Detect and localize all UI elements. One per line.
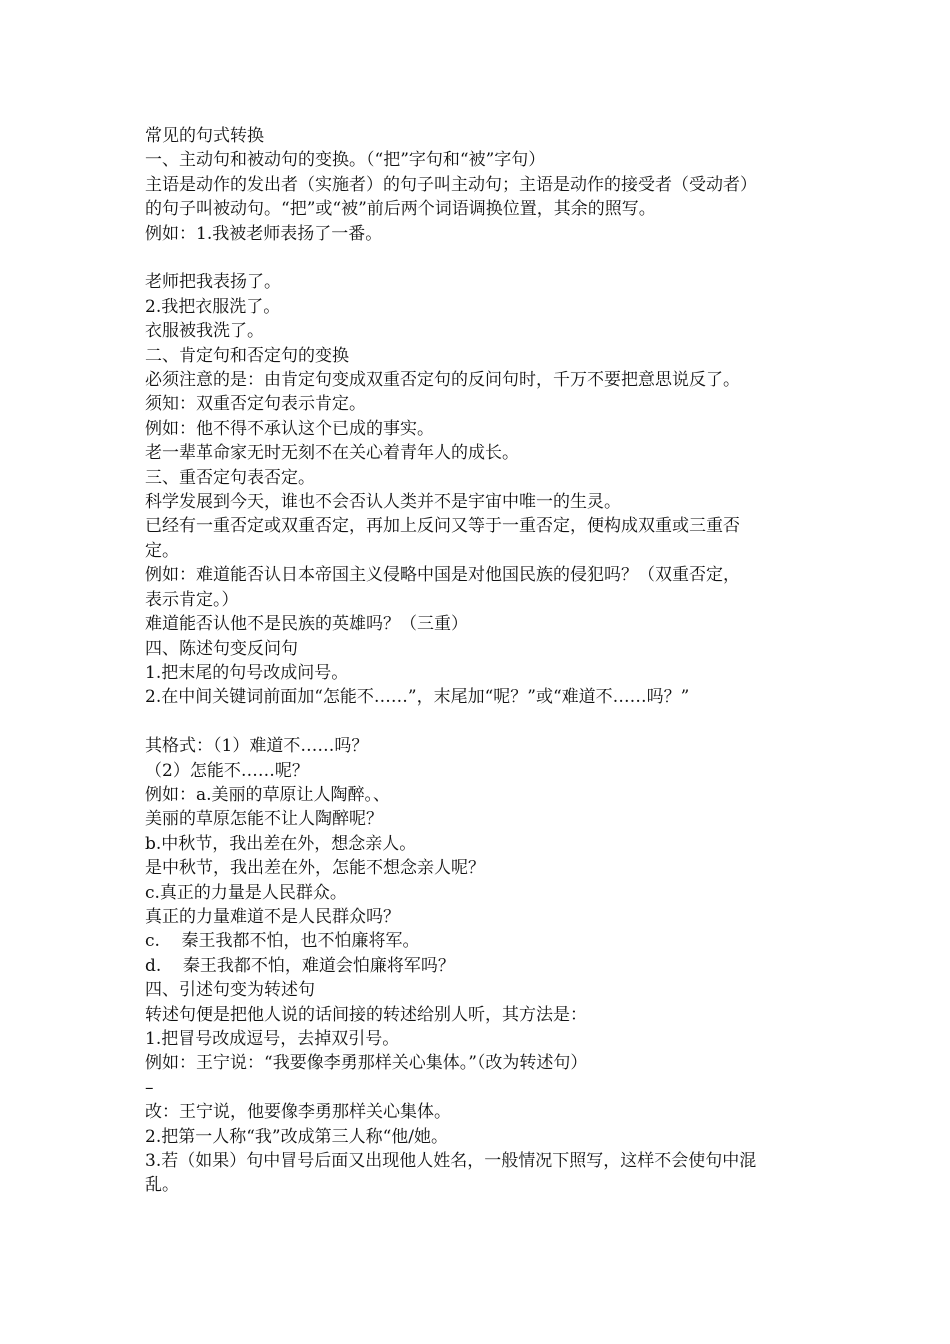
- text-line: 主语是动作的发出者（实施者）的句子叫主动句；主语是动作的接受者（受动者）: [145, 174, 757, 195]
- text-line: 是中秋节，我出差在外，怎能不想念亲人呢？: [145, 858, 485, 879]
- text-line: b.中秋节，我出差在外，想念亲人。: [145, 833, 417, 854]
- text-line: 例如：难道能否认日本帝国主义侵略中国是对他国民族的侵犯吗？（双重否定，: [145, 565, 740, 586]
- text-line: 2.我把衣服洗了。: [145, 296, 281, 317]
- text-line: 衣服被我洗了。: [145, 321, 264, 342]
- text-line: 2.把第一人称“我”改成第三人称“他/她。: [145, 1126, 449, 1147]
- text-line: 表示肯定。）: [145, 589, 239, 610]
- text-line: c.真正的力量是人民群众。: [145, 882, 347, 903]
- text-line: 必须注意的是：由肯定句变成双重否定句的反问句时，千万不要把意思说反了。: [145, 370, 740, 391]
- text-line: 其格式：（1）难道不……吗？: [145, 736, 369, 757]
- text-line: 例如：1.我被老师表扬了一番。: [145, 223, 383, 244]
- text-line: 例如：王宁说：“我要像李勇那样关心集体。”（改为转述句）: [145, 1053, 588, 1074]
- document-body: [145, 124, 817, 1198]
- text-line: 美丽的草原怎能不让人陶醉呢？: [145, 809, 383, 830]
- text-line: 科学发展到今天，谁也不会否认人类并不是宇宙中唯一的生灵。: [145, 492, 621, 513]
- document-title: 常见的句式转换: [145, 126, 264, 146]
- text-line: –: [145, 1077, 154, 1098]
- text-line: 转述句便是把他人说的话间接的转述给别人听，其方法是：: [145, 1004, 587, 1025]
- text-line: c. 秦王我都不怕，也不怕廉将军。: [145, 931, 420, 952]
- text-line: 四、引述句变为转述句: [145, 980, 315, 1001]
- text-line: 1.把冒号改成逗号，去掉双引号。: [145, 1029, 400, 1049]
- text-line: 乱。: [145, 1175, 179, 1196]
- text-line: 2.在中间关键词前面加“怎能不……”，末尾加“呢？”或“难道不……吗？”: [145, 687, 690, 708]
- document-lines: [145, 148, 817, 1197]
- text-line: 须知：双重否定句表示肯定。: [145, 394, 366, 415]
- text-line: 例如：他不得不承认这个已成的事实。: [145, 418, 434, 439]
- blank-line: [145, 246, 817, 270]
- text-line: d. 秦王我都不怕，难道会怕廉将军吗？: [145, 955, 455, 976]
- text-line: 的句子叫被动句。“把”或“被”前后两个词语调换位置，其余的照写。: [145, 199, 656, 220]
- text-line: （2）怎能不……呢？: [145, 760, 309, 781]
- text-line: 3.若（如果）句中冒号后面又出现他人姓名，一般情况下照写，这样不会使句中混: [145, 1151, 757, 1172]
- text-line: 已经有一重否定或双重否定，再加上反问又等于一重否定，便构成双重或三重否: [145, 516, 740, 537]
- text-line: 难道能否认他不是民族的英雄吗？（三重）: [145, 614, 468, 635]
- text-line: 老师把我表扬了。: [145, 272, 281, 293]
- text-line: 三、重否定句表否定。: [145, 467, 315, 488]
- text-line: 老一辈革命家无时无刻不在关心着青年人的成长。: [145, 443, 519, 464]
- text-line: 例如：a.美丽的草原让人陶醉。、: [145, 784, 391, 805]
- text-line: 一、主动句和被动句的变换。（“把”字句和“被”字句）: [145, 150, 546, 171]
- blank-line: [145, 710, 817, 734]
- text-line: 改：王宁说，他要像李勇那样关心集体。: [145, 1102, 451, 1123]
- text-line: 二、肯定句和否定句的变换: [145, 345, 349, 366]
- text-line: 定。: [145, 540, 179, 561]
- text-line: 真正的力量难道不是人民群众吗？: [145, 906, 400, 927]
- text-line: 四、陈述句变反问句: [145, 638, 298, 659]
- text-line: 1.把末尾的句号改成问号。: [145, 662, 349, 683]
